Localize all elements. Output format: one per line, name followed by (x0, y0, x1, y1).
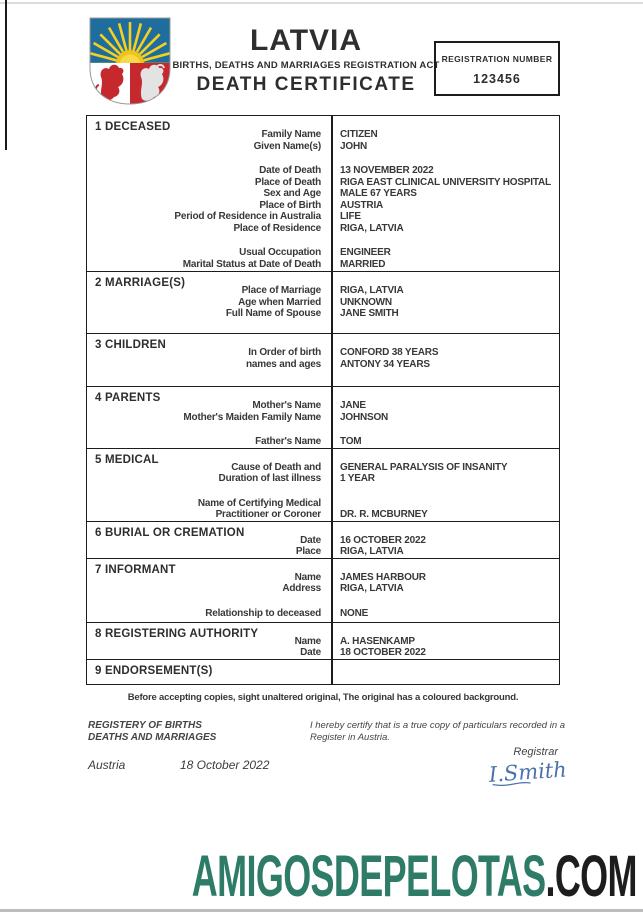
field-value: NONE (340, 607, 369, 619)
section-title: 3 CHILDREN (95, 339, 167, 351)
table-row (87, 647, 559, 659)
table-row (87, 211, 559, 223)
field-label: Marital Status at Date of Death (182, 258, 321, 270)
field-label: Family Name (261, 129, 321, 140)
field-label: Date of Death (259, 165, 321, 176)
table-row (87, 188, 559, 200)
row-spacer (87, 485, 559, 498)
field-label: Date (300, 647, 321, 658)
section-title: 9 ENDORSEMENT(S) (95, 664, 213, 677)
section-title: 5 MEDICAL (95, 453, 159, 466)
certificate-section (87, 622, 559, 659)
certificate-section (87, 386, 559, 448)
field-label: In Order of birth (248, 347, 321, 358)
issue-date: 18 October 2022 (180, 758, 270, 772)
field-value: MARRIED (340, 258, 386, 270)
section-title: 1 DECEASED (95, 121, 171, 133)
field-label: Mother's Maiden Family Name (183, 411, 321, 423)
registry-line-2: DEATHS AND MARRIAGES (88, 732, 217, 743)
watermark-brand-suffix: .COM (545, 844, 637, 909)
certificate-section (87, 116, 559, 271)
field-label: Place of Birth (259, 199, 321, 211)
table-row (87, 177, 559, 189)
table-row (87, 412, 559, 424)
field-value: MALE 67 YEARS (340, 188, 417, 199)
act-subtitle: BIRTHS, DEATHS AND MARRIAGES REGISTRATION ACT (172, 60, 440, 71)
field-label: Address (282, 583, 321, 594)
certificate-table (86, 115, 560, 685)
field-label: Relationship to deceased (205, 607, 321, 619)
scan-top-edge (0, 2, 643, 4)
field-label: Practitioner or Coroner (215, 509, 321, 520)
field-value: JOHN (340, 140, 367, 152)
field-value: AUSTRIA (340, 199, 384, 211)
certificate-section (87, 333, 559, 386)
field-value: JANE SMITH (340, 308, 399, 319)
field-label: names and ages (245, 358, 321, 370)
table-row (87, 608, 559, 620)
field-label: Sex and Age (263, 188, 321, 199)
table-row (87, 223, 559, 235)
certification-statement: I hereby certify that is a true copy of particulars recorded in a Register in Austria. (310, 720, 566, 743)
field-value: UNKNOWN (340, 296, 392, 308)
section-title: 8 REGISTERING AUTHORITY (95, 627, 259, 640)
table-row (87, 308, 559, 320)
document-type-title: DEATH CERTIFICATE (196, 74, 416, 95)
field-value: CITIZEN (340, 129, 378, 140)
field-label: Name (294, 635, 321, 647)
field-label: Place of Marriage (241, 285, 321, 296)
table-row (87, 546, 559, 558)
registration-number-box (434, 41, 560, 96)
signature-text: I.Smith (488, 757, 568, 787)
field-value: JAMES HARBOUR (340, 571, 426, 583)
field-value: RIGA, LATVIA (340, 222, 404, 234)
registry-line-1: REGISTERY OF BIRTHS (88, 720, 202, 731)
field-value: RIGA EAST CLINICAL UNIVERSITY HOSPITAL (340, 176, 551, 188)
field-label: Duration of last illness (218, 473, 321, 484)
section-title: 2 MARRIAGE(S) (95, 277, 186, 289)
table-row (87, 509, 559, 521)
row-spacer (87, 423, 559, 436)
field-label: Name (294, 571, 321, 583)
field-value: JANE (340, 400, 366, 411)
table-row (87, 141, 559, 153)
row-spacer (87, 234, 559, 247)
table-row (87, 359, 559, 371)
field-value: JOHNSON (340, 411, 389, 423)
section-title: 4 PARENTS (95, 392, 161, 404)
table-row (87, 473, 559, 485)
table-column-divider (331, 116, 333, 684)
field-label: Date (300, 534, 321, 546)
table-row (87, 583, 559, 595)
issue-country: Austria (88, 758, 126, 772)
field-value: 18 OCTOBER 2022 (340, 647, 426, 658)
registration-number-label: REGISTRATION NUMBER (441, 54, 553, 64)
field-value: 1 YEAR (340, 473, 375, 484)
field-value: 16 OCTOBER 2022 (340, 534, 426, 546)
field-label: Name of Certifying Medical (197, 497, 321, 509)
field-value: RIGA, LATVIA (340, 285, 404, 296)
registrar-signature (487, 753, 573, 796)
section-title: 7 INFORMANT (95, 563, 176, 576)
table-row (87, 498, 559, 510)
table-row (87, 200, 559, 212)
field-label: Full Name of Spouse (225, 308, 321, 319)
table-row (87, 297, 559, 309)
field-value: GENERAL PARALYSIS OF INSANITY (340, 461, 508, 473)
field-label: Place of Residence (233, 222, 321, 234)
table-row (87, 436, 559, 448)
table-row (87, 259, 559, 271)
row-spacer (87, 595, 559, 608)
registration-number-value: 123456 (473, 72, 521, 86)
field-value: ANTONY 34 YEARS (340, 358, 430, 370)
registry-office-label (88, 720, 216, 744)
field-label: Period of Residence in Australia (174, 211, 321, 222)
certificate-section (87, 521, 559, 558)
field-label: Place (295, 546, 321, 557)
field-value: RIGA, LATVIA (340, 546, 404, 557)
field-value: 13 NOVEMBER 2022 (340, 165, 434, 176)
registrar-label: Registrar (513, 746, 558, 758)
field-label: Usual Occupation (239, 247, 321, 258)
field-value: TOM (340, 436, 362, 447)
field-label: Age when Married (238, 296, 321, 308)
field-label: Mother's Name (252, 400, 321, 411)
certificate-section (87, 558, 559, 622)
certificate-section (87, 659, 559, 684)
watermark-brand (191, 844, 637, 909)
section-title: 6 BURIAL OR CREMATION (95, 526, 245, 539)
table-row (87, 247, 559, 259)
field-value: A. HASENKAMP (340, 635, 415, 647)
certificate-section (87, 271, 559, 333)
watermark-brand-name: AMIGOSDEPELOTAS (191, 844, 546, 909)
row-spacer (87, 152, 559, 165)
verification-note: Before accepting copies, sight unaltered original, The original has a coloured background. (127, 692, 519, 703)
field-value: LIFE (340, 211, 361, 222)
field-value: CONFORD 38 YEARS (340, 347, 439, 358)
scan-bottom-edge (0, 909, 643, 912)
field-value: RIGA, LATVIA (340, 583, 404, 594)
scan-left-edge (5, 0, 7, 150)
field-value: DR. R. MCBURNEY (340, 509, 428, 520)
field-value: ENGINEER (340, 247, 391, 258)
table-row (87, 165, 559, 177)
field-label: Cause of Death and (231, 461, 321, 473)
field-label: Father's Name (255, 436, 321, 447)
country-title: LATVIA (249, 24, 363, 57)
field-label: Place of Death (254, 176, 321, 188)
certificate-section (87, 448, 559, 521)
field-label: Given Name(s) (253, 140, 321, 152)
